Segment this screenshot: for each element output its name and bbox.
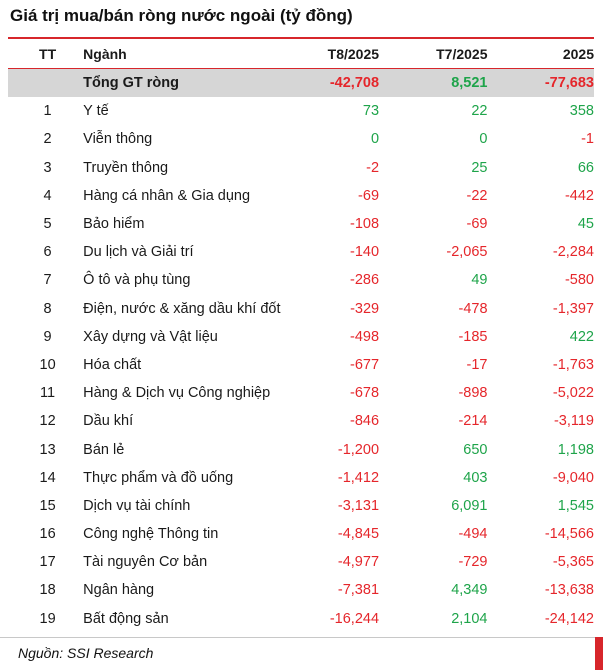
table-row bbox=[8, 323, 594, 351]
row-t8: -329 bbox=[350, 300, 380, 317]
row-sector: Hóa chất bbox=[83, 356, 142, 373]
row-t8: -1,200 bbox=[337, 441, 380, 458]
table-row bbox=[8, 295, 594, 323]
table-row bbox=[8, 605, 594, 633]
table-row bbox=[8, 435, 594, 463]
row-sector: Thực phẩm và đồ uống bbox=[83, 469, 234, 486]
row-tt: 16 bbox=[39, 526, 56, 543]
row-tt: 9 bbox=[43, 328, 52, 345]
row-2025: -9,040 bbox=[552, 469, 594, 486]
row-t8: -3,131 bbox=[337, 497, 380, 514]
row-tt: 3 bbox=[43, 159, 52, 176]
table-row bbox=[8, 97, 594, 125]
row-t8: -140 bbox=[349, 244, 380, 261]
row-t8: -16,244 bbox=[329, 610, 380, 627]
row-sector: Ô tô và phụ tùng bbox=[83, 272, 191, 289]
total-t8: -42,708 bbox=[329, 75, 380, 92]
row-tt: 4 bbox=[43, 187, 52, 204]
row-t7: 2,104 bbox=[451, 610, 488, 627]
row-2025: -14,566 bbox=[544, 526, 594, 543]
row-t7: 25 bbox=[471, 159, 488, 176]
row-t7: -185 bbox=[458, 328, 488, 345]
source-note: Nguồn: SSI Research bbox=[18, 645, 154, 661]
row-tt: 10 bbox=[39, 356, 56, 373]
row-tt: 6 bbox=[43, 244, 52, 261]
table-row bbox=[8, 238, 594, 266]
row-2025: 358 bbox=[569, 103, 594, 120]
row-t7: -729 bbox=[458, 554, 488, 571]
row-t8: -4,977 bbox=[337, 554, 380, 571]
row-t7: 22 bbox=[471, 103, 488, 120]
row-2025: -1,397 bbox=[552, 300, 594, 317]
row-sector: Bất động sản bbox=[83, 610, 169, 627]
table-row bbox=[8, 154, 594, 182]
row-sector: Hàng & Dịch vụ Công nghiệp bbox=[83, 385, 271, 402]
row-2025: -580 bbox=[564, 272, 594, 289]
total-label: Tổng GT ròng bbox=[83, 75, 180, 92]
row-sector: Công nghệ Thông tin bbox=[83, 526, 219, 543]
row-tt: 11 bbox=[40, 385, 56, 402]
row-sector: Y tế bbox=[83, 103, 109, 120]
total-2025: -77,683 bbox=[544, 75, 594, 92]
row-2025: -24,142 bbox=[544, 610, 594, 627]
row-tt: 14 bbox=[39, 469, 56, 486]
row-sector: Tài nguyên Cơ bản bbox=[83, 554, 208, 571]
row-2025: -1,763 bbox=[552, 356, 594, 373]
row-t8: -677 bbox=[349, 356, 380, 373]
row-t7: -69 bbox=[466, 216, 488, 233]
row-2025: -5,365 bbox=[552, 554, 594, 571]
net-flow-table bbox=[8, 37, 594, 633]
row-tt: 5 bbox=[43, 216, 52, 233]
row-2025: 422 bbox=[569, 328, 594, 345]
row-tt: 15 bbox=[39, 497, 56, 514]
table-row bbox=[8, 266, 594, 294]
row-t7: 403 bbox=[463, 469, 488, 486]
row-2025: -3,119 bbox=[553, 413, 594, 430]
row-t7: 650 bbox=[463, 441, 488, 458]
row-t7: -478 bbox=[458, 300, 488, 317]
table-row bbox=[8, 351, 594, 379]
table-row bbox=[8, 492, 594, 520]
row-t7: -22 bbox=[466, 187, 488, 204]
row-t7: -2,065 bbox=[446, 244, 488, 261]
row-tt: 13 bbox=[39, 441, 56, 458]
row-tt: 12 bbox=[39, 413, 56, 430]
row-t7: -214 bbox=[458, 413, 488, 430]
table-header bbox=[8, 37, 594, 69]
table-row bbox=[8, 464, 594, 492]
row-t7: -494 bbox=[458, 526, 488, 543]
row-sector: Ngân hàng bbox=[83, 582, 155, 599]
row-sector: Điện, nước & xăng dầu khí đốt bbox=[83, 300, 281, 317]
row-tt: 2 bbox=[43, 131, 52, 148]
total-t7: 8,521 bbox=[451, 75, 488, 92]
row-tt: 7 bbox=[43, 272, 52, 289]
row-2025: -13,638 bbox=[544, 582, 594, 599]
table-row bbox=[8, 125, 594, 153]
row-t8: -2 bbox=[366, 159, 380, 176]
table-row bbox=[8, 576, 594, 604]
row-t8: -286 bbox=[349, 272, 380, 289]
header-2025: 2025 bbox=[562, 45, 594, 62]
row-2025: -5,022 bbox=[552, 385, 594, 402]
table-row bbox=[8, 379, 594, 407]
table-body bbox=[8, 97, 594, 633]
row-t8: -846 bbox=[349, 413, 380, 430]
row-t7: 0 bbox=[479, 131, 488, 148]
table-row bbox=[8, 182, 594, 210]
table-row bbox=[8, 407, 594, 435]
header-t7-2025: T7/2025 bbox=[436, 45, 488, 62]
row-t7: 49 bbox=[471, 272, 488, 289]
row-2025: 45 bbox=[577, 216, 594, 233]
brand-accent-bar bbox=[595, 637, 603, 670]
footer-divider bbox=[0, 637, 603, 638]
header-t8-2025: T8/2025 bbox=[327, 45, 380, 62]
row-t8: -108 bbox=[349, 216, 380, 233]
row-tt: 19 bbox=[39, 610, 56, 627]
table-title: Giá trị mua/bán ròng nước ngoài (tỷ đồng) bbox=[10, 6, 353, 25]
row-t8: -69 bbox=[358, 187, 380, 204]
header-tt: TT bbox=[39, 45, 57, 62]
row-2025: 1,545 bbox=[557, 497, 594, 514]
row-2025: -1 bbox=[581, 131, 594, 148]
table-row bbox=[8, 210, 594, 238]
row-2025: 1,198 bbox=[557, 441, 594, 458]
total-row bbox=[8, 69, 594, 97]
row-t8: 73 bbox=[362, 103, 380, 120]
row-tt: 18 bbox=[39, 582, 56, 599]
row-2025: -2,284 bbox=[552, 244, 594, 261]
row-sector: Hàng cá nhân & Gia dụng bbox=[83, 187, 251, 204]
table-row bbox=[8, 520, 594, 548]
row-sector: Dầu khí bbox=[83, 413, 134, 430]
row-t8: -4,845 bbox=[337, 526, 380, 543]
row-2025: 66 bbox=[577, 159, 594, 176]
row-t8: -7,381 bbox=[337, 582, 380, 599]
row-tt: 8 bbox=[43, 300, 52, 317]
row-t8: 0 bbox=[370, 131, 380, 148]
row-tt: 1 bbox=[43, 103, 52, 120]
row-tt: 17 bbox=[39, 554, 56, 571]
row-sector: Bảo hiểm bbox=[83, 216, 145, 233]
row-t7: -17 bbox=[466, 356, 488, 373]
row-t7: 4,349 bbox=[451, 582, 488, 599]
table-row bbox=[8, 548, 594, 576]
row-sector: Bán lẻ bbox=[83, 441, 125, 458]
row-sector: Truyền thông bbox=[83, 159, 169, 176]
row-t8: -678 bbox=[349, 385, 380, 402]
row-2025: -442 bbox=[564, 187, 594, 204]
row-sector: Xây dựng và Vật liệu bbox=[83, 328, 218, 345]
row-t7: -898 bbox=[458, 385, 488, 402]
row-sector: Du lịch và Giải trí bbox=[83, 244, 194, 261]
row-t8: -1,412 bbox=[337, 469, 380, 486]
row-t7: 6,091 bbox=[451, 497, 488, 514]
row-sector: Dịch vụ tài chính bbox=[83, 497, 191, 514]
header-sector: Ngành bbox=[83, 45, 127, 62]
row-sector: Viễn thông bbox=[83, 131, 153, 148]
row-t8: -498 bbox=[349, 328, 380, 345]
